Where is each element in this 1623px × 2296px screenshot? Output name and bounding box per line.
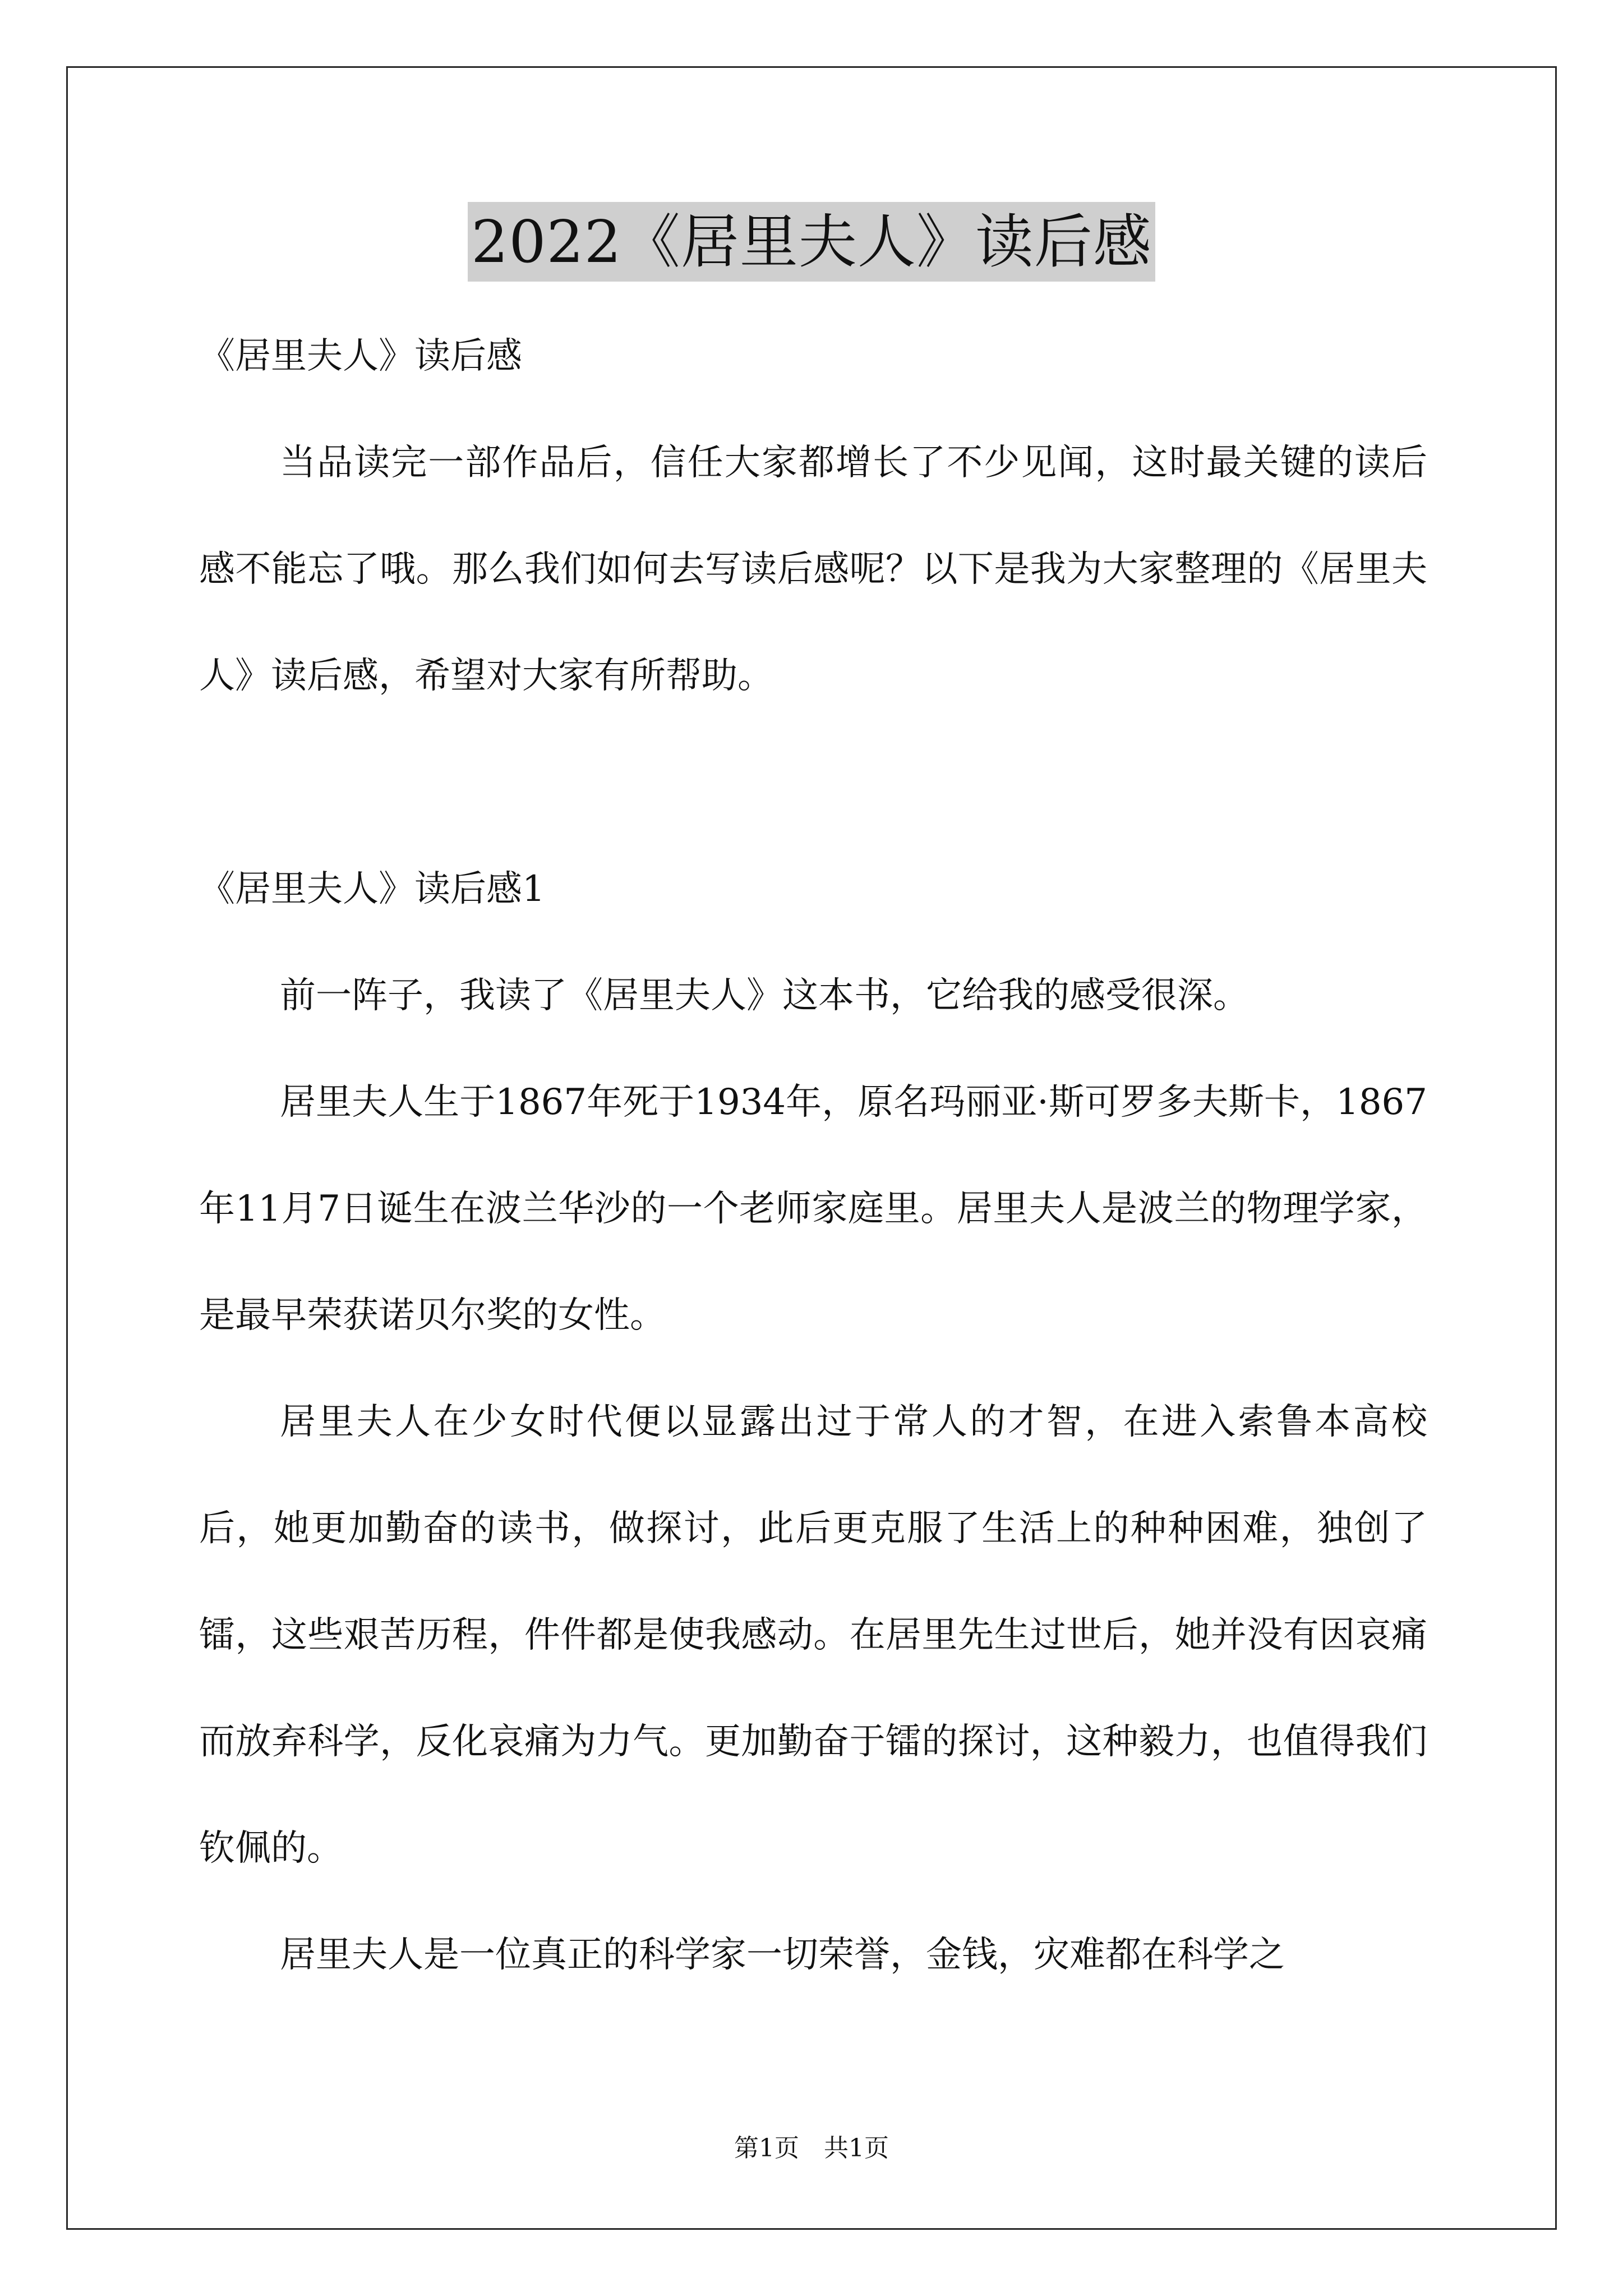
section-spacer [199, 729, 1427, 836]
body-paragraph: 前一阵子，我读了《居里夫人》这本书，它给我的感受很深。 [280, 975, 1249, 1016]
body-paragraph: 居里夫人在少女时代便以显露出过于常人的才智，在进入索鲁本高校后，她更加勤奋的读书，做探讨，此后更克服了生活上的种种困难，独创了镭，这些艰苦历程，件件都是使我感动。在居里先生过世后，她并没有因哀痛而放弃科学，反化哀痛为力气。更加勤奋于镭的探讨，这种毅力，也值得我们钦佩的。 [199, 1401, 1427, 1869]
intro-paragraph: 当品读完一部作品后，信任大家都增长了不少见闻，这时最关键的读后感不能忘了哦。那么我们如何去写读后感呢？以下是我为大家整理的《居里夫人》读后感，希望对大家有所帮助。 [199, 442, 1427, 697]
page-footer: 第1页 共1页 [734, 2134, 889, 2162]
section-heading: 《居里夫人》读后感1 [199, 868, 545, 910]
intro-heading: 《居里夫人》读后感 [199, 335, 522, 377]
body-paragraph: 居里夫人生于1867年死于1934年，原名玛丽亚·斯可罗多夫斯卡，1867年11月7日诞生在波兰华沙的一个老师家庭里。居里夫人是波兰的物理学家，是最早荣获诺贝尔奖的女性。 [199, 1082, 1427, 1336]
document-body [199, 303, 1427, 2008]
document-title: 2022《居里夫人》读后感 [468, 202, 1155, 282]
body-paragraph: 居里夫人是一位真正的科学家一切荣誉，金钱，灾难都在科学之 [280, 1934, 1285, 1976]
title-container [0, 202, 1623, 282]
